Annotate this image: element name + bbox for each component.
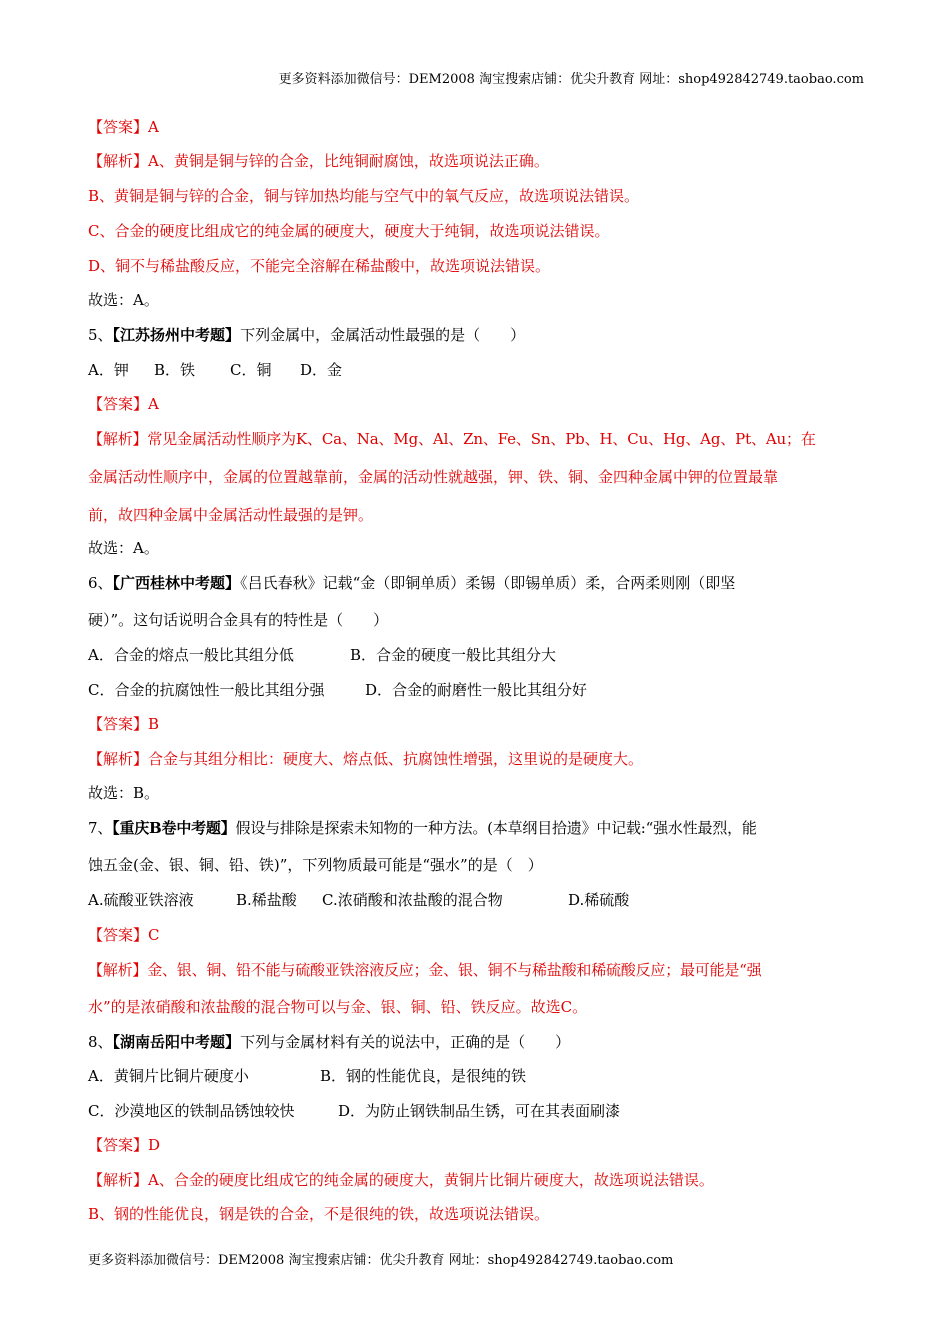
q6-option-d: D．合金的耐磨性一般比其组分好 — [365, 681, 588, 699]
q7-answer-line — [88, 925, 160, 945]
answer-label: 【答案】 — [88, 926, 149, 944]
analysis-label: 【解析】 — [88, 750, 149, 768]
q7-source: 【重庆B卷中考题】 — [112, 819, 236, 837]
answer-label: 【答案】 — [88, 118, 149, 136]
q5-analysis-text: 常见金属活动性顺序为K、Ca、Na、Mg、Al、Zn、Fe、Sn、Pb、H、Cu、Hg、Ag、Pt、Au；在 — [147, 430, 816, 448]
q7-analysis-line-2: 水”的是浓硝酸和浓盐酸的混合物可以与金、银、铜、铅、铁反应。故选C。 — [88, 998, 588, 1016]
q8-option-d: D．为防止钢铁制品生锈，可在其表面刷漆 — [338, 1102, 621, 1120]
q6-options-row-2 — [88, 680, 587, 700]
q7-answer: C — [148, 926, 160, 944]
q7-analysis-text: 金、银、铜、铅不能与硫酸亚铁溶液反应；金、银、铜不与稀盐酸和稀硫酸反应；最可能是“强 — [147, 961, 762, 979]
q8-option-b: B．钢的性能优良，是很纯的铁 — [320, 1067, 527, 1085]
q6-option-c: C．合金的抗腐蚀性一般比其组分强 — [88, 681, 325, 699]
q6-option-b: B．合金的硬度一般比其组分大 — [350, 646, 557, 664]
analysis-label: 【解析】 — [88, 152, 149, 170]
q8-options-row-2 — [88, 1101, 620, 1121]
q4-analysis-line-4: D、铜不与稀盐酸反应，不能完全溶解在稀盐酸中，故选项说法错误。 — [88, 257, 551, 275]
q5-analysis-line-3: 前，故四种金属中金属活动性最强的是钾。 — [88, 506, 374, 524]
answer-label: 【答案】 — [88, 715, 149, 733]
q7-option-b: B.稀盐酸 — [236, 891, 297, 909]
q6-source: 【广西桂林中考题】 — [112, 574, 241, 592]
q7-stem-text: 假设与排除是探索未知物的一种方法。(本草纲目拾遗》中记载:“强水性最烈，能 — [235, 819, 757, 837]
q6-analysis-line-1 — [88, 749, 643, 769]
q8-option-c: C．沙漠地区的铁制品锈蚀较快 — [88, 1102, 295, 1120]
q6-analysis-text: 合金与其组分相比：硬度大、熔点低、抗腐蚀性增强，这里说的是硬度大。 — [148, 750, 644, 768]
q5-option-a: A．钾 — [88, 361, 129, 379]
q5-options — [88, 360, 342, 380]
q6-options-row-1 — [88, 645, 556, 665]
page-footer: 更多资料添加微信号：DEM2008 淘宝搜索店铺：优尖升教育 网址：shop492842749.taobao.com — [88, 1253, 674, 1268]
q4-conclusion: 故选：A。 — [88, 291, 159, 309]
q5-number: 5、 — [88, 326, 113, 344]
q7-stem-line-2: 蚀五金(金、银、铜、铅、铁)”，下列物质最可能是“强水”的是（ ） — [88, 856, 543, 874]
answer-label: 【答案】 — [88, 1136, 149, 1154]
q4-analysis-line-2: B、黄铜是铜与锌的合金，铜与锌加热均能与空气中的氧气反应，故选项说法错误。 — [88, 187, 640, 205]
q4-analysis-text: A、黄铜是铜与锌的合金，比纯铜耐腐蚀，故选项说法正确。 — [148, 152, 549, 170]
q8-number: 8、 — [88, 1033, 113, 1051]
q8-source: 【湖南岳阳中考题】 — [112, 1033, 241, 1051]
q5-option-b: B．铁 — [154, 361, 196, 379]
q8-stem — [88, 1032, 570, 1052]
q8-analysis-line-1 — [88, 1170, 714, 1190]
q6-stem-line-2: 硬）”。这句话说明合金具有的特性是（ ） — [88, 611, 389, 629]
q7-stem-line-1 — [88, 818, 757, 838]
q5-answer-line — [88, 394, 159, 414]
q8-answer: D — [148, 1136, 161, 1154]
q6-answer-line — [88, 714, 159, 734]
q8-analysis-text: A、合金的硬度比组成它的纯金属的硬度大，黄铜片比铜片硬度大，故选项说法错误。 — [148, 1171, 714, 1189]
q7-option-a: A.硫酸亚铁溶液 — [88, 891, 194, 909]
q5-source: 【江苏扬州中考题】 — [112, 326, 241, 344]
q8-stem-text: 下列与金属材料有关的说法中，正确的是（ ） — [240, 1033, 571, 1051]
answer-label: 【答案】 — [88, 395, 149, 413]
q6-option-a: A．合金的熔点一般比其组分低 — [88, 646, 294, 664]
q8-options-row-1 — [88, 1066, 526, 1086]
q7-analysis-line-1 — [88, 960, 761, 980]
q7-number: 7、 — [88, 819, 113, 837]
q6-stem-line-1 — [88, 573, 735, 593]
q5-conclusion: 故选：A。 — [88, 539, 159, 557]
q5-analysis-line-2: 金属活动性顺序中，金属的位置越靠前，金属的活动性就越强，钾、铁、铜、金四种金属中钾的位置最靠 — [88, 468, 779, 486]
analysis-label: 【解析】 — [88, 961, 148, 979]
q4-answer: A — [148, 118, 159, 136]
q7-option-c: C.浓硝酸和浓盐酸的混合物 — [322, 891, 503, 909]
q6-conclusion: 故选：B。 — [88, 784, 160, 802]
q4-answer-line — [88, 117, 159, 137]
q4-analysis-line-1 — [88, 151, 549, 171]
page-header: 更多资料添加微信号：DEM2008 淘宝搜索店铺：优尖升教育 网址：shop492842749.taobao.com — [278, 72, 864, 87]
q5-option-c: C．铜 — [230, 361, 272, 379]
q5-option-d: D．金 — [300, 361, 343, 379]
q8-answer-line — [88, 1135, 160, 1155]
q5-stem — [88, 325, 525, 345]
q7-options — [88, 890, 629, 910]
q5-stem-text: 下列金属中，金属活动性最强的是（ ） — [240, 326, 526, 344]
q8-option-a: A．黄铜片比铜片硬度小 — [88, 1067, 249, 1085]
q5-answer: A — [148, 395, 159, 413]
analysis-label: 【解析】 — [88, 430, 148, 448]
q7-option-d: D.稀硫酸 — [568, 891, 630, 909]
q4-analysis-line-3: C、合金的硬度比组成它的纯金属的硬度大，硬度大于纯铜，故选项说法错误。 — [88, 222, 610, 240]
q8-analysis-line-2: B、钢的性能优良，钢是铁的合金，不是很纯的铁，故选项说法错误。 — [88, 1205, 550, 1223]
q6-answer: B — [148, 715, 160, 733]
analysis-label: 【解析】 — [88, 1171, 149, 1189]
q5-analysis-line-1 — [88, 429, 816, 449]
q6-stem-text: 《吕氏春秋》记载“金（即铜单质）柔锡（即锡单质）柔，合两柔则刚（即坚 — [240, 574, 736, 592]
q6-number: 6、 — [88, 574, 113, 592]
